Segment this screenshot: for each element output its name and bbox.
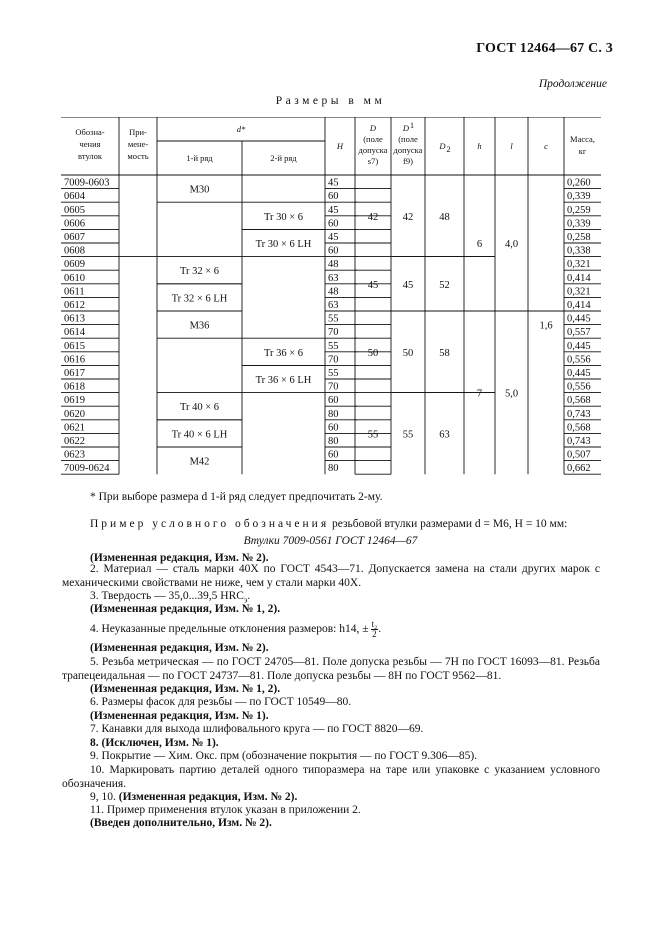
cell-mass: 0,321 <box>567 259 591 271</box>
cell-thread-row2: Tr 36 × 6 <box>263 347 304 359</box>
cell-designation: 0612 <box>64 300 85 311</box>
cell-designation: 0607 <box>64 232 85 243</box>
note-p1: (Измененная редакция, Изм. № 2). <box>90 552 269 564</box>
cell-H: 45 <box>328 204 339 216</box>
cell-thread-row1: M42 <box>189 456 210 468</box>
cell-mass: 0,338 <box>567 245 591 257</box>
example-rest: резьбовой втулки размерами d = M6, H = 10 мм: <box>332 518 568 530</box>
cell-H: 80 <box>328 436 339 447</box>
cell-designation: 0619 <box>64 395 85 407</box>
cell-mass: 0,321 <box>567 286 591 298</box>
cell-designation: 0616 <box>64 354 85 366</box>
cell-H: 55 <box>328 313 339 325</box>
paragraph-6: 6. Размеры фасок для резьбы — по ГОСТ 10549—80. <box>90 696 352 708</box>
paragraph-8: 8. (Исключен, Изм. № 1). <box>90 737 219 749</box>
cell-thread-row2: Tr 30 × 6 <box>263 211 304 223</box>
header-application: При- <box>129 127 147 137</box>
cell-designation: 0621 <box>64 422 85 434</box>
cell-designation: 7009-0624 <box>64 463 110 475</box>
cell-mass: 0,259 <box>567 204 591 216</box>
p910-note: (Измененная редакция, Изм. № 2). <box>118 791 298 803</box>
example-designation: Втулки 7009-0561 ГОСТ 12464—67 <box>243 535 418 547</box>
cell-designation: 0617 <box>64 368 85 379</box>
cell-designation: 0609 <box>64 259 85 271</box>
note-p3: (Измененная редакция, Изм. № 1, 2). <box>90 603 281 615</box>
note-p4: (Измененная редакция, Изм. № 2). <box>90 642 269 654</box>
cell-D: 42 <box>367 211 379 223</box>
cell-D: 55 <box>367 429 379 441</box>
header-D1: (поле <box>398 134 418 144</box>
p910-lead: 9, 10. <box>90 791 116 803</box>
header-D: s7) <box>367 156 379 166</box>
paragraph-7: 7. Канавки для выхода шлифовального круга — по ГОСТ 8820—69. <box>90 723 424 735</box>
cell-D1: 42 <box>402 211 414 223</box>
cell-H: 48 <box>328 286 339 298</box>
cell-mass: 0,743 <box>567 436 591 447</box>
cell-designation: 0605 <box>64 204 85 216</box>
cell-mass: 0,445 <box>567 313 591 325</box>
p4-text: 4. Неуказанные предельные отклонения размеров: h14, ± <box>90 623 369 636</box>
cell-c: 1,6 <box>539 320 553 332</box>
cell-D1: 55 <box>402 429 414 441</box>
cell-D2: 63 <box>439 429 450 441</box>
cell-designation: 0623 <box>64 449 85 461</box>
cell-D2: 52 <box>439 279 450 291</box>
header-d-row2: 2-й ряд <box>270 153 297 163</box>
cell-H: 60 <box>328 395 339 407</box>
cell-H: 63 <box>328 272 339 284</box>
cell-H: 63 <box>328 300 339 311</box>
cell-H: 60 <box>328 449 339 461</box>
cell-mass: 0,258 <box>567 232 591 243</box>
header-mass: кг <box>578 146 587 156</box>
header-designation: Обозна- <box>75 127 105 137</box>
header-D1: допуска <box>393 145 423 155</box>
cell-H: 70 <box>328 381 339 393</box>
cell-H: 48 <box>328 259 339 271</box>
cell-H: 55 <box>328 340 339 352</box>
fraction-denominator: 2 <box>372 629 377 639</box>
cell-designation: 0618 <box>64 381 85 393</box>
cell-H: 70 <box>328 354 339 366</box>
header-designation: втулок <box>78 151 102 161</box>
note-p6: (Измененная редакция, Изм. № 1). <box>90 710 269 722</box>
note-p9-10 <box>90 791 600 805</box>
header-H: H <box>336 141 344 151</box>
header-h: h <box>477 141 482 151</box>
cell-designation: 0608 <box>64 245 85 257</box>
cell-mass: 0,414 <box>567 300 591 311</box>
cell-designation: 0613 <box>64 313 85 325</box>
note-p5: (Измененная редакция, Изм. № 1, 2). <box>90 683 281 695</box>
header-application: мость <box>127 151 149 161</box>
cell-H: 55 <box>328 368 339 379</box>
cell-mass: 0,339 <box>567 218 591 230</box>
cell-H: 45 <box>328 232 339 243</box>
cell-H: 80 <box>328 463 339 475</box>
cell-mass: 0,556 <box>567 381 591 393</box>
example-line <box>90 518 567 530</box>
table-footnote: * При выборе размера d 1-й ряд следует предпочитать 2-му. <box>90 491 383 503</box>
header-D1-sub: 1 <box>409 120 415 130</box>
cell-thread-row1: Tr 40 × 6 <box>179 402 220 414</box>
cell-H: 80 <box>328 408 339 420</box>
paragraph-11: 11. Пример применения втулок указан в приложении 2. <box>90 804 361 816</box>
cell-D1: 45 <box>402 279 414 291</box>
dimensions-table-grid <box>61 117 601 484</box>
header-l: l <box>510 141 513 151</box>
header-mass: Масса, <box>570 134 595 144</box>
p3-sub: э <box>243 595 248 605</box>
header-D2-sub: 2 <box>446 144 451 154</box>
paragraph-9: 9. Покрытие — Хим. Окс. прм (обозначение покрытия — по ГОСТ 9.306—85). <box>90 750 478 762</box>
cell-mass: 0,507 <box>567 449 591 461</box>
cell-thread-row1: M30 <box>189 184 210 196</box>
cell-H: 45 <box>328 177 339 189</box>
header-D1: f9) <box>403 156 413 166</box>
cell-D: 45 <box>367 279 379 291</box>
paragraph-2: 2. Материал — сталь марки 40Х по ГОСТ 4543—71. Допускается замена на стали других марок с механическими свойствами не ниже, чем у стали марки 40Х. <box>62 563 600 589</box>
cell-D: 50 <box>367 347 379 359</box>
cell-thread-row1: Tr 40 × 6 LH <box>171 429 228 441</box>
cell-mass: 0,445 <box>567 368 591 379</box>
cell-thread-row1: M36 <box>189 320 210 332</box>
cell-H: 60 <box>328 245 339 257</box>
cell-mass: 0,743 <box>567 408 591 420</box>
note-p11: (Введен дополнительно, Изм. № 2). <box>90 817 272 829</box>
header-d-row1: 1-й ряд <box>186 153 213 163</box>
cell-mass: 0,556 <box>567 354 591 366</box>
p4-end: . <box>378 623 382 636</box>
cell-designation: 0620 <box>64 408 85 420</box>
cell-H: 60 <box>328 422 339 434</box>
fraction-numerator: t₂ <box>371 619 378 629</box>
cell-H: 60 <box>328 218 339 230</box>
cell-designation: 0615 <box>64 340 85 352</box>
header-application: мене- <box>127 139 149 149</box>
cell-designation: 0610 <box>64 272 85 284</box>
cell-thread-row1: Tr 32 × 6 LH <box>171 293 228 305</box>
cell-H: 60 <box>328 191 339 203</box>
header-D: допуска <box>358 145 388 155</box>
header-D: (поле <box>363 134 383 144</box>
cell-H: 70 <box>328 327 339 339</box>
continuation-label: Продолжение <box>538 78 607 90</box>
cell-mass: 0,339 <box>567 191 591 203</box>
cell-designation: 0622 <box>64 436 85 447</box>
cell-mass: 0,568 <box>567 395 591 407</box>
cell-designation: 0611 <box>64 286 85 298</box>
cell-D1: 50 <box>402 347 414 359</box>
paragraph-10: 10. Маркировать партию деталей одного типоразмера на таре или упаковке с указанием условного обозначения. <box>62 764 600 790</box>
header-c: c <box>544 141 548 151</box>
header-D2: D <box>439 141 446 151</box>
page-header: ГОСТ 12464—67 С. 3 <box>476 41 613 56</box>
cell-h: 7 <box>476 388 483 400</box>
header-D: D <box>369 123 377 133</box>
paragraph-5: 5. Резьба метрическая — по ГОСТ 24705—81. Поле допуска резьбы — 7Н по ГОСТ 16093—81. Резьба трапецеидальная — по ГОСТ 24737—81. Поле допуска резьбы — 8Н по ГОСТ 9562—81. <box>62 656 600 682</box>
cell-l: 5,0 <box>504 388 519 400</box>
example-lead: Пример условного обозначения <box>90 518 330 530</box>
header-d: d* <box>236 124 246 134</box>
cell-mass: 0,557 <box>567 327 591 339</box>
cell-h: 6 <box>476 239 483 250</box>
cell-mass: 0,414 <box>567 272 591 284</box>
cell-thread-row2: Tr 30 × 6 LH <box>255 239 312 250</box>
cell-mass: 0,445 <box>567 340 591 352</box>
header-D1: D <box>402 123 410 133</box>
cell-mass: 0,662 <box>567 463 591 475</box>
cell-designation: 0606 <box>64 218 85 230</box>
p3-end: . <box>247 590 251 602</box>
cell-mass: 0,260 <box>567 177 591 189</box>
p3-text: 3. Твердость — 35,0...39,5 HRC <box>90 590 244 602</box>
cell-designation: 0604 <box>64 191 85 203</box>
table-caption: Размеры в мм <box>275 95 386 107</box>
header-designation: чения <box>79 139 101 149</box>
cell-designation: 0614 <box>64 327 85 339</box>
cell-designation: 7009-0603 <box>64 177 110 189</box>
cell-thread-row1: Tr 32 × 6 <box>179 266 220 278</box>
cell-l: 4,0 <box>504 239 519 250</box>
cell-D2: 58 <box>439 347 450 359</box>
paragraph-4 <box>90 620 600 639</box>
cell-D2: 48 <box>439 211 450 223</box>
cell-thread-row2: Tr 36 × 6 LH <box>255 375 312 386</box>
dimensions-table <box>61 117 601 484</box>
cell-mass: 0,568 <box>567 422 591 434</box>
